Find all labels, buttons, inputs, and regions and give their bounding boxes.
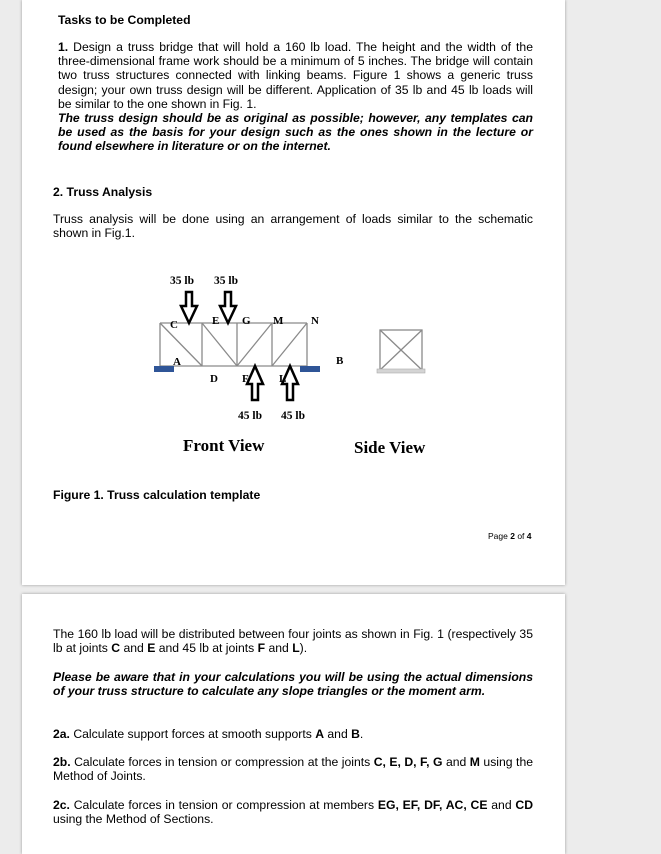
load-distribution-paragraph: The 160 lb load will be distributed between four joints as shown in Fig. 1 (respectively 35 lb at joints C and E and 45 lb at joints F and L). <box>53 627 533 656</box>
joint-label-C: C <box>170 319 178 331</box>
load-label-bottom-left: 45 lb <box>238 410 262 422</box>
truss-analysis-heading: 2. Truss Analysis <box>53 185 153 199</box>
tasks-heading: Tasks to be Completed <box>58 13 191 27</box>
page-number: Page 2 of 4 <box>488 531 532 541</box>
task-1-paragraph <box>58 40 533 154</box>
joint-label-E: E <box>212 315 220 327</box>
document-page-1 <box>22 0 565 585</box>
joint-label-M: M <box>273 315 284 327</box>
task-1-emphasis: The truss design should be as original as possible; however, any templates can be used as the basis for your design such as the ones shown in the lecture or found elsewhere in literature or on the internet. <box>58 111 533 154</box>
joint-label-B: B <box>336 355 344 367</box>
joint-label-D: D <box>210 373 218 385</box>
truss-front-view-diagram <box>142 268 342 428</box>
question-2a: 2a. Calculate support forces at smooth supports A and B. <box>53 727 364 741</box>
joint-label-G: G <box>242 315 251 327</box>
document-page-2 <box>22 594 565 854</box>
joint-label-A: A <box>173 356 181 368</box>
joint-label-F: F <box>242 373 249 385</box>
task-1-number: 1. <box>58 40 69 54</box>
joint-label-N: N <box>311 315 319 327</box>
question-2b: 2b. Calculate forces in tension or compression at the joints C, E, D, F, G and M using the Method of Joints. <box>53 755 533 784</box>
truss-side-view-diagram <box>372 325 432 377</box>
truss-members <box>160 323 307 366</box>
truss-analysis-paragraph: Truss analysis will be done using an arrangement of loads similar to the schematic shown in Fig.1. <box>53 212 533 241</box>
joint-label-L: L <box>279 373 287 385</box>
load-label-top-left: 35 lb <box>170 275 194 287</box>
task-1-text: Design a truss bridge that will hold a 160 lb load. The height and the width of the three-dimensional frame work should be a minimum of 5 inches. The bridge will contain two truss structures connected with linking beams. Figure 1 shows a generic truss design; your own truss design will be different. Application of 35 lb and 45 lb loads will be similar to the one shown in Fig. 1. <box>58 40 533 111</box>
load-arrow-down-C-icon <box>181 292 197 323</box>
support-A <box>154 366 174 372</box>
dimensions-warning-paragraph: Please be aware that in your calculations you will be using the actual dimensions of your truss structure to calculate any slope triangles or the moment arm. <box>53 670 533 699</box>
front-view-label: Front View <box>183 436 265 455</box>
question-2c: 2c. Calculate forces in tension or compression at members EG, EF, DF, AC, CE and CD using the Method of Sections. <box>53 798 534 827</box>
side-view-label: Side View <box>354 438 426 457</box>
figure-caption: Figure 1. Truss calculation template <box>53 488 261 502</box>
load-label-top-right: 35 lb <box>214 275 238 287</box>
load-arrow-down-E-icon <box>220 292 236 323</box>
load-label-bottom-right: 45 lb <box>281 410 305 422</box>
load-arrow-up-F-icon <box>247 366 263 400</box>
support-B <box>300 366 320 372</box>
